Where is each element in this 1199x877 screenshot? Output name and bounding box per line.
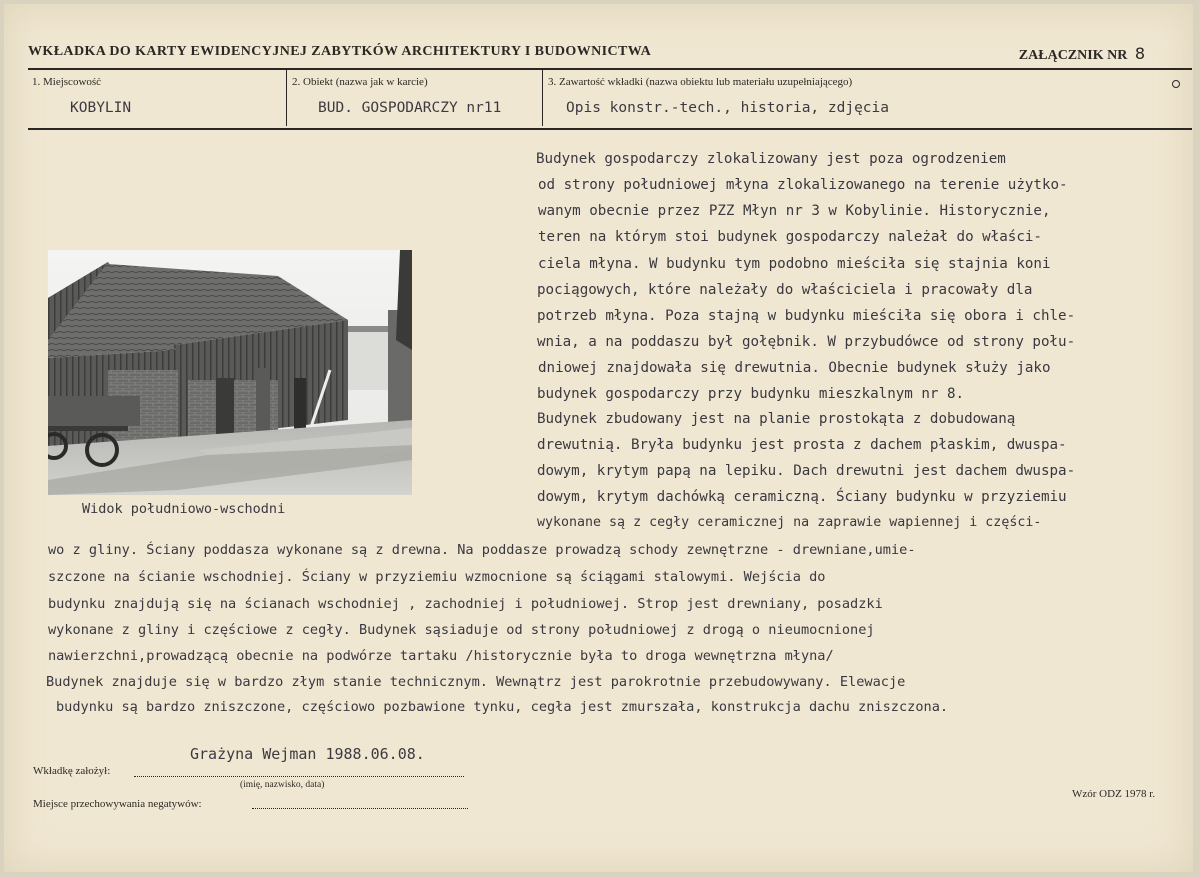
body-line: Budynek znajduje się w bardzo złym stanie technicznym. Wewnątrz jest parokrotnie przebudowywany. Elewacje [46, 674, 906, 690]
negatives-label: Miejsce przechowywania negatywów: [33, 798, 202, 810]
building-photo-image [48, 250, 412, 495]
body-line: budynku znajdują się na ścianach wschodniej , zachodniej i południowej. Strop jest drewniany, posadzki [48, 596, 883, 612]
insert-author-label: Wkładkę założył: [33, 765, 111, 777]
body-line: wnia, a na poddaszu był gołębnik. W przybudówce od strony połu- [537, 334, 1076, 350]
photo-caption: Widok południowo-wschodni [82, 501, 286, 517]
document-title: WKŁADKA DO KARTY EWIDENCYJNEJ ZABYTKÓW ARCHITEKTURY I BUDOWNICTWA [28, 44, 652, 59]
body-line: szczone na ścianie wschodniej. Ściany w przyziemiu wzmocnione są ściągami stalowymi. Wejścia do [48, 569, 826, 585]
body-line: pociągowych, które należały do właściciela i pracowały dla [537, 282, 1033, 298]
body-line: wanym obecnie przez PZZ Młyn nr 3 w Kobylinie. Historycznie, [538, 203, 1051, 219]
insert-author-hint: (imię, nazwisko, data) [240, 780, 325, 790]
building-photo [48, 250, 412, 495]
field-label-locality: 1. Miejscowość [32, 76, 102, 88]
body-line: wo z gliny. Ściany poddasza wykonane są z drewna. Na poddasze prowadzą schody zewnętrzne - drewniane,umie- [48, 542, 916, 558]
field-value-locality: KOBYLIN [70, 100, 132, 116]
body-line: Budynek zbudowany jest na planie prostokąta z dobudowaną [537, 411, 1016, 427]
form-code: Wzór ODZ 1978 r. [1072, 788, 1156, 800]
header-rule-bottom [28, 128, 1192, 130]
author-signature: Grażyna Wejman 1988.06.08. [190, 745, 425, 763]
body-line: budynku są bardzo zniszczone, częściowo pozbawione tynku, cegła jest zmurszała, konstrukcja dachu zniszczona. [56, 699, 949, 715]
field-divider-2 [542, 70, 543, 126]
annex-label [1019, 44, 1145, 64]
field-label-object: 2. Obiekt (nazwa jak w karcie) [292, 76, 428, 88]
pin-hole-icon [1172, 80, 1180, 88]
body-line: wykonane są z cegły ceramicznej na zaprawie wapiennej i części- [537, 515, 1042, 530]
body-line: potrzeb młyna. Poza stajną w budynku mieściła się obora i chle- [537, 308, 1076, 324]
negatives-line [252, 808, 468, 809]
body-line: wykonane z gliny i częściowe z cegły. Budynek sąsiaduje od strony południowej z drogą o nieumocnionej [48, 622, 875, 638]
body-line: dniowej znajdowała się drewutnia. Obecnie budynek służy jako [538, 360, 1051, 376]
header-rule-top [28, 68, 1192, 70]
annex-number: 8 [1134, 44, 1145, 63]
field-value-contents: Opis konstr.-tech., historia, zdjęcia [566, 100, 890, 116]
field-label-contents: 3. Zawartość wkładki (nazwa obiektu lub materiału uzupełniającego) [548, 76, 853, 88]
field-value-object: BUD. GOSPODARCZY nr11 [318, 100, 502, 116]
body-line: Budynek gospodarczy zlokalizowany jest poza ogrodzeniem [536, 151, 1006, 167]
body-line: od strony południowej młyna zlokalizowanego na terenie użytko- [538, 177, 1068, 193]
field-divider-1 [286, 70, 287, 126]
body-line: nawierzchni,prowadzącą obecnie na podwórze tartaku /historycznie była to droga wewnętrzna młyna/ [48, 648, 834, 664]
body-line: dowym, krytym dachówką ceramiczną. Ściany budynku w przyziemiu [537, 489, 1067, 505]
body-line: teren na którym stoi budynek gospodarczy należał do właści- [538, 229, 1042, 245]
body-line: drewutnią. Bryła budynku jest prosta z dachem płaskim, dwuspa- [537, 437, 1067, 453]
insert-author-line [134, 776, 464, 777]
annex-label-text: ZAŁĄCZNIK NR [1018, 48, 1128, 63]
body-line: budynek gospodarczy przy budynku mieszkalnym nr 8. [537, 386, 965, 402]
body-line: dowym, krytym papą na lepiku. Dach drewutni jest dachem dwuspa- [537, 463, 1076, 479]
body-line: ciela młyna. W budynku tym podobno mieściła się stajnia koni [538, 256, 1051, 272]
